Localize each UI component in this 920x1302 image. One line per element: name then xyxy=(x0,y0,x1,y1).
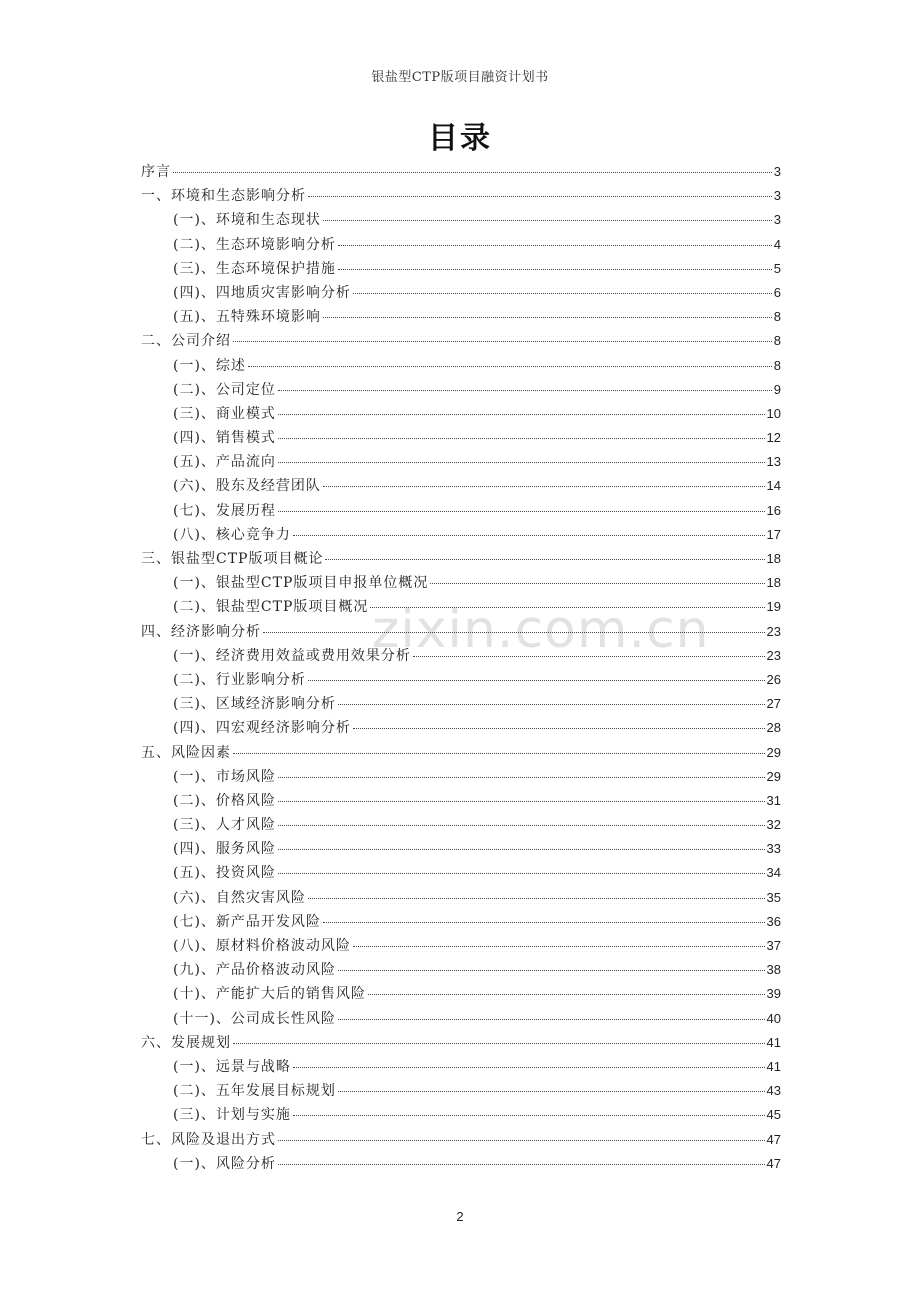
toc-entry-label: 二、公司介绍 xyxy=(141,333,231,350)
toc-entry-label: (三)、区域经济影响分析 xyxy=(173,696,336,713)
toc-entry-label: (八)、原材料价格波动风险 xyxy=(173,938,351,954)
toc-dot-leader xyxy=(278,1140,765,1141)
toc-entry-label: (二)、行业影响分析 xyxy=(173,671,306,688)
toc-entry-label: (二)、五年发展目标规划 xyxy=(173,1083,336,1100)
toc-subsection-entry[interactable] xyxy=(141,1055,781,1079)
toc-subsection-entry[interactable] xyxy=(141,958,781,982)
toc-dot-leader xyxy=(338,1091,765,1092)
toc-entry-page-number: 36 xyxy=(766,913,781,929)
toc-entry-label: (一)、银盐型CTP版项目申报单位概况 xyxy=(173,575,429,592)
toc-entry-label: (七)、发展历程 xyxy=(173,502,276,519)
toc-entry-label: (五)、五特殊环境影响 xyxy=(173,309,321,326)
toc-entry-label: (十一)、公司成长性风险 xyxy=(173,1010,336,1027)
toc-entry-page-number: 45 xyxy=(766,1107,781,1123)
toc-subsection-entry[interactable] xyxy=(141,208,781,232)
toc-entry-page-number: 19 xyxy=(766,599,781,615)
toc-entry-page-number: 23 xyxy=(766,623,781,639)
toc-entry-page-number: 27 xyxy=(766,696,781,712)
toc-dot-leader xyxy=(368,994,765,995)
toc-entry-page-number: 3 xyxy=(773,164,781,179)
toc-subsection-entry[interactable] xyxy=(141,668,781,692)
toc-dot-leader xyxy=(173,172,772,173)
toc-entry-page-number: 29 xyxy=(766,768,781,784)
toc-entry-page-number: 47 xyxy=(766,1155,781,1171)
toc-entry-page-number: 18 xyxy=(766,551,781,566)
toc-entry-page-number: 16 xyxy=(766,502,781,518)
toc-entry-page-number: 31 xyxy=(766,792,781,808)
toc-subsection-entry[interactable] xyxy=(141,595,781,619)
toc-entry-page-number: 26 xyxy=(766,671,781,687)
toc-dot-leader xyxy=(278,777,765,778)
toc-entry-label: 四、经济影响分析 xyxy=(141,623,261,640)
toc-entry-label: (二)、生态环境影响分析 xyxy=(173,236,336,253)
toc-subsection-entry[interactable] xyxy=(141,644,781,668)
toc-subsection-entry[interactable] xyxy=(141,813,781,837)
toc-dot-leader xyxy=(353,946,765,947)
toc-entry-page-number: 5 xyxy=(773,260,781,276)
toc-subsection-entry[interactable] xyxy=(141,934,781,958)
toc-entry-label: 七、风险及退出方式 xyxy=(141,1131,276,1148)
toc-dot-leader xyxy=(278,849,765,850)
toc-entry-page-number: 32 xyxy=(766,817,781,833)
toc-entry-label: (一)、环境和生态现状 xyxy=(173,212,321,229)
toc-entry-page-number: 47 xyxy=(766,1131,781,1147)
toc-entry-label: (三)、计划与实施 xyxy=(173,1107,291,1124)
toc-dot-leader xyxy=(278,801,765,802)
toc-dot-leader xyxy=(233,1043,765,1044)
toc-entry-label: (八)、核心竞争力 xyxy=(173,526,291,543)
toc-section-entry[interactable] xyxy=(141,547,781,571)
page-title: 目录 xyxy=(428,121,492,156)
running-header: 银盐型CTP版项目融资计划书 xyxy=(371,70,549,85)
toc-dot-leader xyxy=(248,366,772,367)
toc-dot-leader xyxy=(430,583,764,584)
watermark-text: zixin.com.cn xyxy=(372,600,710,660)
toc-entry-label: (四)、服务风险 xyxy=(173,841,276,858)
toc-entry-label: 五、风险因素 xyxy=(141,744,231,761)
toc-subsection-entry[interactable] xyxy=(141,910,781,934)
toc-subsection-entry[interactable] xyxy=(141,354,781,378)
toc-dot-leader xyxy=(278,414,765,415)
toc-dot-leader xyxy=(233,341,772,342)
toc-section-entry[interactable] xyxy=(141,184,781,208)
toc-subsection-entry[interactable] xyxy=(141,571,781,595)
toc-dot-leader xyxy=(308,680,765,681)
toc-dot-leader xyxy=(323,922,765,923)
toc-entry-page-number: 39 xyxy=(766,986,781,1002)
toc-dot-leader xyxy=(278,511,765,512)
toc-entry-page-number: 13 xyxy=(766,454,781,470)
toc-entry-page-number: 37 xyxy=(766,938,781,953)
toc-dot-leader xyxy=(323,220,772,221)
toc-entry-page-number: 3 xyxy=(773,188,781,204)
toc-subsection-entry[interactable] xyxy=(141,426,781,450)
toc-entry-page-number: 43 xyxy=(766,1083,781,1099)
toc-dot-leader xyxy=(293,535,765,536)
toc-entry-label: (六)、自然灾害风险 xyxy=(173,889,306,906)
toc-entry-page-number: 35 xyxy=(766,889,781,905)
toc-entry-label: (二)、价格风险 xyxy=(173,792,276,809)
toc-entry-page-number: 8 xyxy=(773,309,781,325)
toc-dot-leader xyxy=(293,1115,765,1116)
toc-section-entry[interactable] xyxy=(141,1128,781,1152)
toc-entry-label: (十)、产能扩大后的销售风险 xyxy=(173,986,366,1003)
toc-entry-label: (三)、商业模式 xyxy=(173,405,276,422)
toc-subsection-entry[interactable] xyxy=(141,402,781,426)
toc-entry-label: (六)、股东及经营团队 xyxy=(173,478,321,495)
toc-entry-label: (一)、综述 xyxy=(173,357,246,374)
toc-subsection-entry[interactable] xyxy=(141,378,781,402)
toc-subsection-entry[interactable] xyxy=(141,765,781,789)
toc-entry-label: (七)、新产品开发风险 xyxy=(173,913,321,930)
toc-dot-leader xyxy=(278,390,772,391)
toc-entry-label: (四)、销售模式 xyxy=(173,430,276,447)
toc-entry-label: (一)、风险分析 xyxy=(173,1155,276,1172)
toc-entry-page-number: 41 xyxy=(766,1058,781,1074)
toc-subsection-entry[interactable] xyxy=(141,837,781,861)
toc-entry-page-number: 40 xyxy=(766,1010,781,1026)
toc-dot-leader xyxy=(353,293,772,294)
toc-section-entry[interactable] xyxy=(141,1031,781,1055)
toc-subsection-entry[interactable] xyxy=(141,861,781,885)
toc-dot-leader xyxy=(323,317,772,318)
toc-dot-leader xyxy=(338,269,772,270)
toc-entry-label: (一)、市场风险 xyxy=(173,768,276,785)
toc-entry-label: (五)、产品流向 xyxy=(173,454,276,471)
toc-entry-page-number: 10 xyxy=(766,405,781,421)
toc-entry-label: (九)、产品价格波动风险 xyxy=(173,962,336,979)
toc-entry-label: (一)、经济费用效益或费用效果分析 xyxy=(173,647,411,664)
toc-subsection-entry[interactable] xyxy=(141,716,781,740)
toc-dot-leader xyxy=(325,559,764,560)
toc-subsection-entry[interactable] xyxy=(141,982,781,1006)
toc-entry-label: (四)、四宏观经济影响分析 xyxy=(173,720,351,737)
toc-entry-label: 六、发展规划 xyxy=(141,1034,231,1051)
toc-entry-page-number: 14 xyxy=(766,478,781,494)
toc-entry-page-number: 34 xyxy=(766,865,781,881)
toc-section-entry[interactable] xyxy=(141,741,781,765)
toc-entry-label: (二)、银盐型CTP版项目概况 xyxy=(173,599,369,616)
toc-dot-leader xyxy=(263,632,765,633)
toc-subsection-entry[interactable] xyxy=(141,305,781,329)
toc-entry-page-number: 12 xyxy=(766,430,781,446)
toc-entry-page-number: 38 xyxy=(766,962,781,978)
toc-dot-leader xyxy=(278,873,765,874)
toc-entry-label: (三)、生态环境保护措施 xyxy=(173,260,336,277)
toc-dot-leader xyxy=(293,1067,765,1068)
toc-entry-label: 一、环境和生态影响分析 xyxy=(141,188,306,205)
toc-subsection-entry[interactable] xyxy=(141,692,781,716)
toc-entry-page-number: 33 xyxy=(766,841,781,857)
toc-entry-label: 三、银盐型CTP版项目概论 xyxy=(141,551,324,567)
toc-subsection-entry[interactable] xyxy=(141,499,781,523)
toc-dot-leader xyxy=(353,728,765,729)
toc-section-entry[interactable] xyxy=(141,160,781,184)
toc-dot-leader xyxy=(278,438,765,439)
toc-section-entry[interactable] xyxy=(141,620,781,644)
toc-entry-label: (二)、公司定位 xyxy=(173,381,276,398)
toc-entry-label: (三)、人才风险 xyxy=(173,817,276,834)
toc-subsection-entry[interactable] xyxy=(141,1079,781,1103)
toc-entry-label: (五)、投资风险 xyxy=(173,865,276,882)
toc-dot-leader xyxy=(323,486,765,487)
toc-entry-label: (一)、远景与战略 xyxy=(173,1058,291,1075)
toc-subsection-entry[interactable] xyxy=(141,281,781,305)
page-number: 2 xyxy=(456,1209,464,1224)
toc-subsection-entry[interactable] xyxy=(141,789,781,813)
toc-entry-page-number: 17 xyxy=(766,526,781,542)
toc-entry-label: 序言 xyxy=(141,164,171,180)
toc-entry-label: (四)、四地质灾害影响分析 xyxy=(173,284,351,301)
toc-subsection-entry[interactable] xyxy=(141,1152,781,1176)
toc-dot-leader xyxy=(278,462,765,463)
toc-dot-leader xyxy=(338,1019,765,1020)
toc-subsection-entry[interactable] xyxy=(141,233,781,257)
toc-section-entry[interactable] xyxy=(141,329,781,353)
toc-entry-page-number: 3 xyxy=(773,212,781,228)
toc-entry-page-number: 9 xyxy=(773,381,781,397)
toc-subsection-entry[interactable] xyxy=(141,1007,781,1031)
toc-entry-page-number: 4 xyxy=(773,236,781,252)
toc-dot-leader xyxy=(278,1164,765,1165)
toc-dot-leader xyxy=(233,753,765,754)
toc-subsection-entry[interactable] xyxy=(141,474,781,498)
toc-dot-leader xyxy=(338,970,765,971)
toc-entry-page-number: 6 xyxy=(773,284,781,300)
toc-entry-page-number: 8 xyxy=(773,357,781,373)
toc-entry-page-number: 18 xyxy=(766,575,781,591)
toc-entry-page-number: 29 xyxy=(766,744,781,760)
toc-dot-leader xyxy=(370,607,764,608)
toc-dot-leader xyxy=(308,898,765,899)
toc-dot-leader xyxy=(413,656,765,657)
table-of-contents xyxy=(141,160,781,1176)
toc-subsection-entry[interactable] xyxy=(141,523,781,547)
toc-entry-page-number: 28 xyxy=(766,720,781,736)
toc-subsection-entry[interactable] xyxy=(141,450,781,474)
toc-subsection-entry[interactable] xyxy=(141,886,781,910)
toc-subsection-entry[interactable] xyxy=(141,1103,781,1127)
toc-entry-page-number: 41 xyxy=(766,1034,781,1050)
toc-dot-leader xyxy=(308,196,772,197)
toc-dot-leader xyxy=(338,704,765,705)
toc-dot-leader xyxy=(338,245,772,246)
toc-entry-page-number: 8 xyxy=(773,333,781,349)
toc-subsection-entry[interactable] xyxy=(141,257,781,281)
toc-entry-page-number: 23 xyxy=(766,647,781,663)
toc-dot-leader xyxy=(278,825,765,826)
